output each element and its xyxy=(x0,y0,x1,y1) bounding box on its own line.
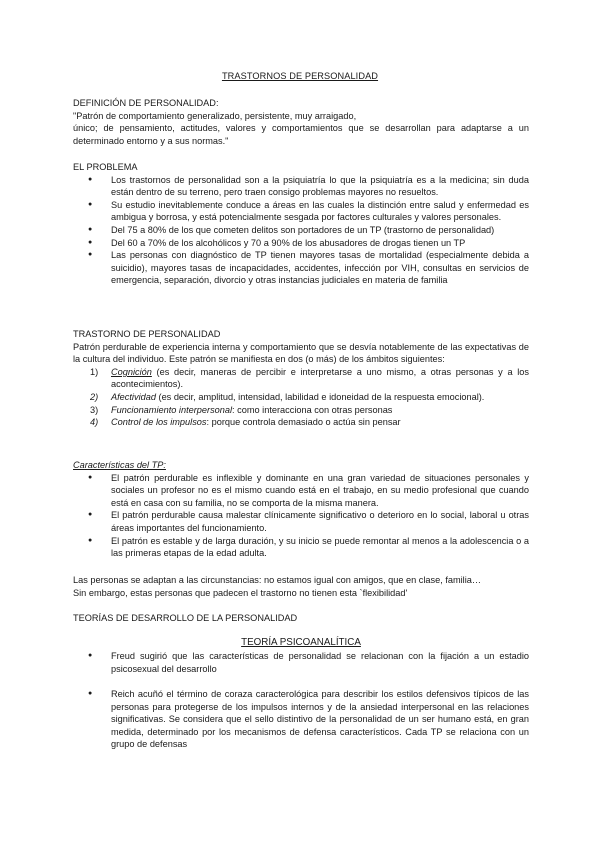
definicion-section xyxy=(73,97,529,147)
item-term: Cognición xyxy=(111,366,152,377)
item-description: (es decir, amplitud, intensidad, labilidad e idoneidad de la respuesta emocional). xyxy=(155,391,485,402)
trastorno-intro: Patrón perdurable de experiencia interna y comportamiento que se desvía notablemente de las expectativas de la cultura del individuo. Este patrón se manifiesta en dos (o más) de los ámbitos siguientes: xyxy=(73,341,529,365)
list-item xyxy=(73,391,529,404)
item-number: 1) xyxy=(90,366,99,377)
list-item: ● El patrón perdurable es inflexible y dominante en una gran variedad de situaciones personales y sociales un profesor no es el mismo cuando está en el trabajo, en su medio profesional que cuando está en casa con su familia, no se comporta de la misma manera. xyxy=(73,472,529,510)
problema-list xyxy=(73,174,529,287)
list-item xyxy=(73,416,529,429)
item-number: 4) xyxy=(90,417,99,428)
list-item xyxy=(73,366,529,391)
item-description: (es decir, maneras de percibir e interpretarse a uno mismo, a otras personas y a los acontecimientos). xyxy=(111,366,529,390)
caracteristicas-list xyxy=(73,472,529,560)
list-item: ● Reich acuñó el término de coraza caracterológica para describir los estilos defensivos típicos de las personas para protegerse de los impulsos internos y de la ansiedad interpersonal en las relaciones significativas. Se considera que el sello distintivo de la personalidad de un ser humano está, en gran medida, determinado por los mecanismos de defensa característicos. Cada TP se relaciona con un grupo de defensas xyxy=(73,688,529,751)
trastorno-section xyxy=(73,328,529,429)
item-term: Afectividad xyxy=(111,391,156,402)
teorias-heading: TEORÍAS DE DESARROLLO DE LA PERSONALIDAD xyxy=(73,613,298,623)
list-item: ● Freud sugirió que las características de personalidad se relacionan con la fijación a un estadio psicosexual del desarrollo xyxy=(73,650,529,675)
list-item: ● Las personas con diagnóstico de TP tienen mayores tasas de mortalidad (especialmente debida a suicidio), mayores tasas de incapacidades, accidentes, infección por VIH, consultas en servicios de emergencia, separación, divorcio y otras instancias judiciales en materia de familia xyxy=(73,249,529,287)
adaptacion-line2: Sin embargo, estas personas que padecen el trastorno no tienen esta `flexibilidad' xyxy=(73,587,408,598)
adaptacion-section xyxy=(73,574,529,599)
item-number: 3) xyxy=(90,404,99,415)
trastorno-list xyxy=(73,366,529,429)
caracteristicas-heading: Características del TP: xyxy=(73,460,166,470)
item-term: Control de los impulsos xyxy=(111,417,207,428)
teorias-list-1 xyxy=(73,650,529,675)
adaptacion-line1: Las personas se adaptan a las circunstancias: no estamos igual con amigos, que en clase, familia… xyxy=(73,575,482,585)
definicion-line2: único; de pensamiento, actitudes, valores y comportamientos que se desarrollan para adaptarse a un determinado entorno y a sus normas." xyxy=(73,123,529,146)
list-item: ● El patrón es estable y de larga duración, y su inicio se puede remontar al menos a la adolescencia o a las primeras etapas de la edad adulta. xyxy=(73,535,529,560)
item-term: Funcionamiento interpersonal xyxy=(111,404,233,415)
teorias-section xyxy=(73,612,529,625)
list-item: ● Del 75 a 80% de los que cometen delitos son portadores de un TP (trastorno de personalidad) xyxy=(73,224,529,237)
definicion-line1: "Patrón de comportamiento generalizado, persistente, muy arraigado, xyxy=(73,110,357,121)
list-item: ● Su estudio inevitablemente conduce a áreas en las cuales la distinción entre salud y enfermedad es ambigua y borrosa, y está potencialmente sesgada por factores culturales y valores personales. xyxy=(73,199,529,224)
list-item: ● Del 60 a 70% de los alcohólicos y 70 a 90% de los abusadores de drogas tienen un TP xyxy=(73,237,529,250)
item-description: : porque controla demasiado o actúa sin pensar xyxy=(206,417,401,428)
document-title: TRASTORNOS DE PERSONALIDAD xyxy=(221,71,379,81)
item-description: : como interacciona con otras personas xyxy=(232,404,393,415)
list-item: ● Los trastornos de personalidad son a la psiquiatría lo que la psiquiatría es a la medicina; sin duda están dentro de su terreno, pero traen consigo problemas mayores no resueltos. xyxy=(73,174,529,199)
list-item: ● El patrón perdurable causa malestar clínicamente significativo o deterioro en lo social, laboral u otras áreas importantes del funcionamiento. xyxy=(73,509,529,534)
problema-section xyxy=(73,161,529,287)
teorias-list-2 xyxy=(73,688,529,751)
teoria-psicoanalitica-subheading-wrap xyxy=(73,637,529,650)
item-number: 2) xyxy=(90,391,99,402)
list-item xyxy=(73,404,529,417)
caracteristicas-section xyxy=(73,459,529,560)
teoria-psicoanalitica-heading: TEORÍA PSICOANALÍTICA xyxy=(241,637,361,648)
problema-heading: EL PROBLEMA xyxy=(73,162,138,172)
definicion-heading: DEFINICIÓN DE PERSONALIDAD: xyxy=(73,98,219,108)
trastorno-heading: TRASTORNO DE PERSONALIDAD xyxy=(73,329,221,339)
